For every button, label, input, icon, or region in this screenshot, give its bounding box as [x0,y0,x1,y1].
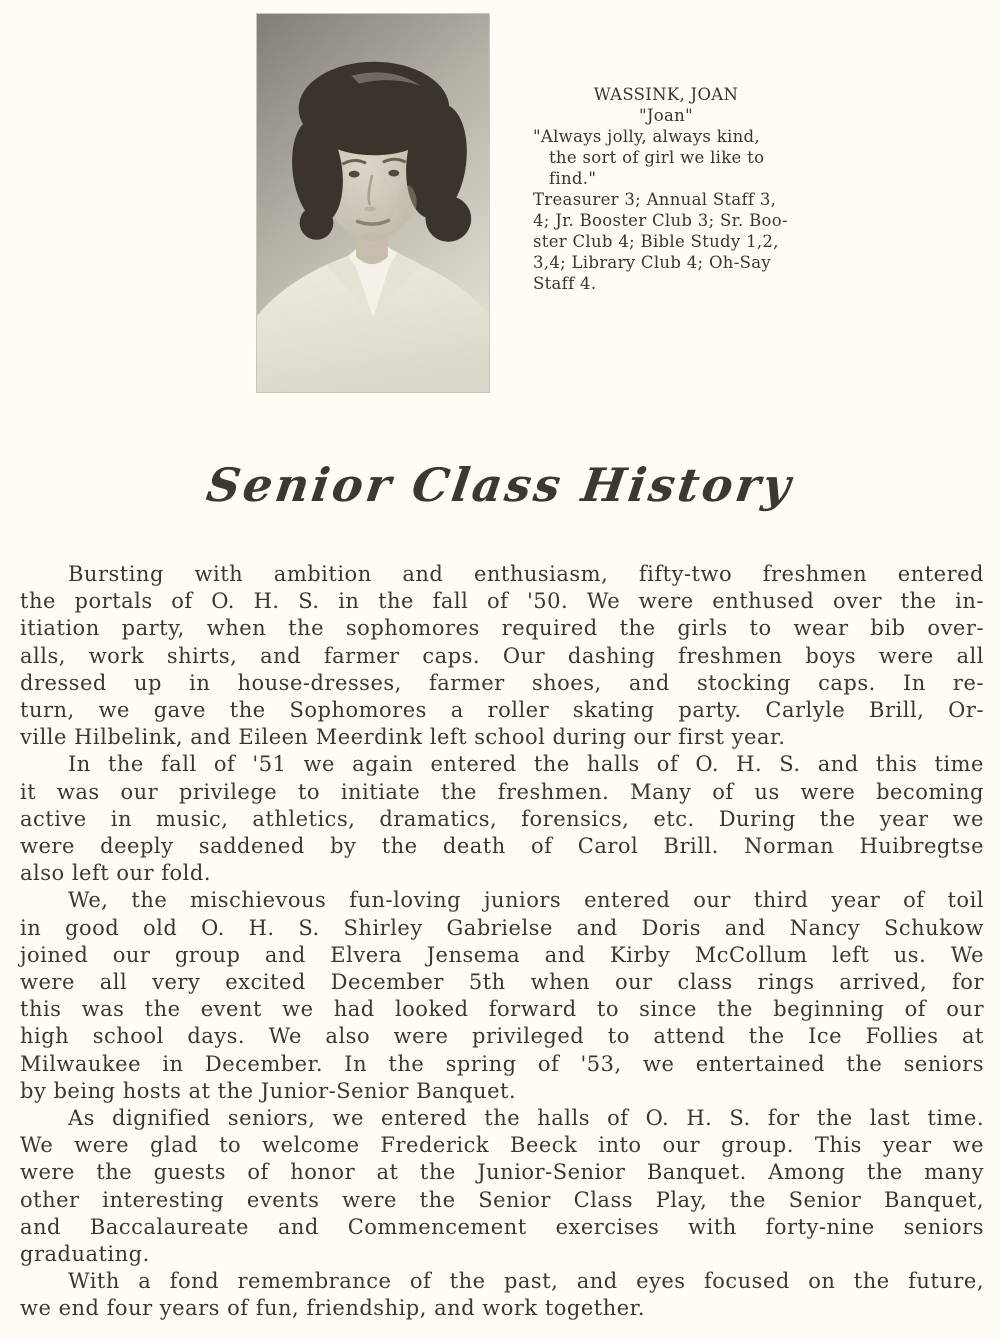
history-line: joined our group and Elvera Jensema and Kirby McCollum left us. We [20,942,984,967]
history-text [20,561,984,1323]
portrait-photo [256,13,490,393]
profile-activities-line: 4; Jr. Booster Club 3; Sr. Boo- [533,211,788,230]
history-line: other interesting events were the Senior Class Play, the Senior Banquet, [20,1187,984,1212]
history-paragraph [20,1268,984,1322]
section-heading: Senior Class History [203,458,797,512]
history-line: ville Hilbelink, and Eileen Meerdink left school during our first year. [20,725,786,750]
profile-quote-line: the sort of girl we like to [549,148,765,167]
history-line: were all very excited December 5th when our class rings arrived, for [20,970,984,995]
profile-nickname: "Joan" [639,106,693,125]
history-line: As dignified seniors, we entered the halls of O. H. S. for the last time. [68,1106,984,1131]
profile-activities [533,189,799,294]
history-line: We, the mischievous fun-loving juniors entered our third year of toil [68,888,984,913]
history-paragraph [20,887,984,1105]
profile-quote [533,126,799,189]
history-paragraph [20,561,984,751]
history-line: graduating. [20,1242,150,1267]
history-line: itiation party, when the sophomores required the girls to wear bib over- [20,616,984,641]
history-line: Bursting with ambition and enthusiasm, fifty-two freshmen entered [68,562,984,586]
history-line: high school days. We also were privileged to attend the Ice Follies at [20,1024,984,1049]
history-line: this was the event we had looked forward to since the beginning of our [20,997,984,1022]
history-paragraph [20,751,984,887]
portrait-photo-illustration [257,14,489,392]
history-line: in good old O. H. S. Shirley Gabrielse and Doris and Nancy Schukow [20,915,984,940]
history-line: it was our privilege to initiate the freshmen. Many of us were becoming [20,779,984,804]
profile-activities-line: 3,4; Library Club 4; Oh-Say [533,253,771,272]
profile-quote-line: "Always jolly, always kind, [533,127,760,146]
profile-activities-line: ster Club 4; Bible Study 1,2, [533,232,779,251]
history-line: by being hosts at the Junior-Senior Banquet. [20,1078,517,1103]
profile-activities-line: Treasurer 3; Annual Staff 3, [533,190,777,209]
history-line: turn, we gave the Sophomores a roller skating party. Carlyle Brill, Or- [20,698,984,723]
history-line: Milwaukee in December. In the spring of '53, we entertained the seniors [20,1051,984,1076]
history-line: were the guests of honor at the Junior-Senior Banquet. Among the many [20,1160,984,1185]
history-line: dressed up in house-dresses, farmer shoes, and stocking caps. In re- [20,670,984,695]
history-line: We were glad to welcome Frederick Beeck into our group. This year we [20,1133,984,1158]
profile-block [533,84,799,294]
history-line: alls, work shirts, and farmer caps. Our dashing freshmen boys were all [20,643,984,668]
profile-activities-line: Staff 4. [533,274,597,293]
history-line: also left our fold. [20,861,211,886]
history-line: the portals of O. H. S. in the fall of '50. We were enthused over the in- [20,589,984,614]
history-paragraph [20,1105,984,1268]
history-line: With a fond remembrance of the past, and eyes focused on the future, [68,1269,984,1294]
history-line: active in music, athletics, dramatics, forensics, etc. During the year we [20,806,984,831]
history-line: were deeply saddened by the death of Carol Brill. Norman Huibregtse [20,834,984,859]
history-line: and Baccalaureate and Commencement exercises with forty-nine seniors [20,1214,984,1239]
profile-quote-line: find." [549,169,597,188]
history-line: In the fall of '51 we again entered the halls of O. H. S. and this time [68,752,984,777]
profile-name: WASSINK, JOAN [593,85,739,104]
history-line: we end four years of fun, friendship, and work together. [20,1296,646,1321]
